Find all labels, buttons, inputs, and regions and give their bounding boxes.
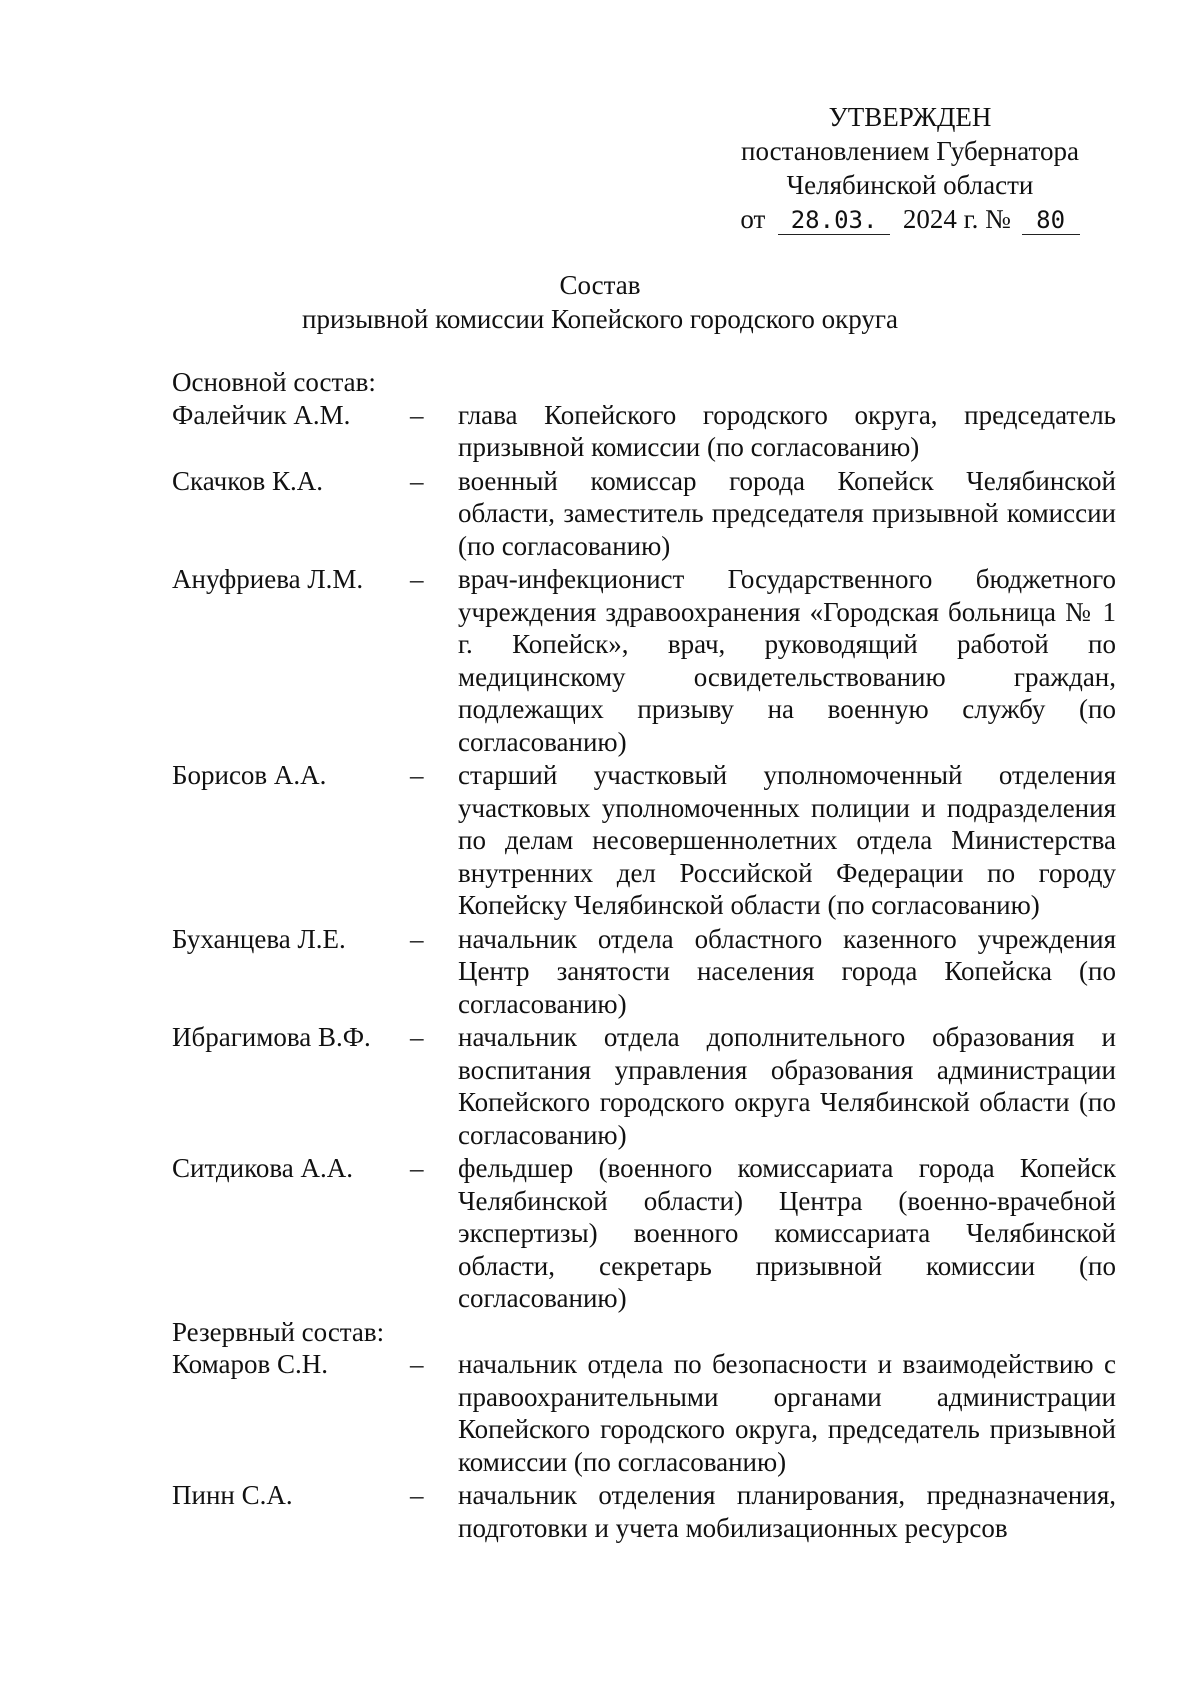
member-dash: – <box>410 564 424 594</box>
member-row <box>172 1152 1116 1315</box>
member-row <box>172 1348 1116 1478</box>
member-description: врач-инфекционист Государственного бюджетного учреждения здравоохранения «Городская больница № 1 г. Копейск», врач, руководящий работой по медицинскому освидетельствованию граждан, подлежащих призыву на военную службу (по согласованию) <box>458 564 1116 757</box>
date-value: 28.03. <box>778 206 890 235</box>
year-text: 2024 г. № <box>902 204 1011 234</box>
title-line-1: Состав <box>559 270 641 300</box>
member-description: начальник отдела областного казенного учреждения Центр занятости населения города Копейска (по согласованию) <box>458 923 1116 1019</box>
member-description: начальник отдела дополнительного образования и воспитания управления образования администрации Копейского городского округа Челябинской области (по согласованию) <box>458 1022 1116 1150</box>
member-row <box>172 465 1116 563</box>
member-dash: – <box>410 1480 424 1510</box>
main-section-label: Основной состав: <box>172 367 376 397</box>
member-dash: – <box>410 760 424 790</box>
member-name: Пинн С.А. <box>172 1480 293 1510</box>
member-description: военный комиссар города Копейск Челябинской области, заместитель председателя призывной комиссии (по согласованию) <box>458 465 1116 561</box>
document-number: 80 <box>1022 206 1080 235</box>
member-description: фельдшер (военного комиссариата города Копейск Челябинской области) Центра (военно-врачебной экспертизы) военного комиссариата Челябинской области, секретарь призывной комиссии (по согласованию) <box>458 1153 1116 1313</box>
reserve-section-label: Резервный состав: <box>172 1316 385 1347</box>
member-row <box>172 923 1116 1021</box>
member-name: Фалейчик А.М. <box>172 399 351 430</box>
member-name: Борисов А.А. <box>172 760 327 790</box>
approval-stamp-block <box>720 100 1100 236</box>
member-row <box>172 1021 1116 1151</box>
approval-line-2: Челябинской области <box>786 170 1034 200</box>
approval-date-line <box>720 202 1100 236</box>
date-prefix: от <box>740 204 766 234</box>
title-line-2: призывной комиссии Копейского городского округа <box>302 304 898 334</box>
member-row <box>172 1479 1116 1544</box>
member-description: глава Копейского городского округа, председатель призывной комиссии (по согласованию) <box>458 399 1116 462</box>
member-dash: – <box>410 465 424 496</box>
member-description: начальник отдела по безопасности и взаимодействию с правоохранительными органами администрации Копейского городского округа, председатель призывной комиссии (по согласованию) <box>458 1349 1116 1477</box>
approval-line-1: постановлением Губернатора <box>741 136 1079 166</box>
member-row <box>172 759 1116 922</box>
member-dash: – <box>410 1153 424 1183</box>
document-title <box>0 268 1200 336</box>
member-dash: – <box>410 1022 424 1052</box>
commission-members <box>172 366 1116 1545</box>
member-name: Ибрагимова В.Ф. <box>172 1022 371 1052</box>
member-description: старший участковый уполномоченный отделения участковых уполномоченных полиции и подразделения по делам несовершеннолетних отдела Министерства внутренних дел Российской Федерации по городу Копейску Челябинской области (по согласованию) <box>458 760 1116 920</box>
member-name: Ситдикова А.А. <box>172 1153 353 1183</box>
member-row <box>172 563 1116 758</box>
member-name: Буханцева Л.Е. <box>172 923 346 954</box>
member-name: Комаров С.Н. <box>172 1349 329 1379</box>
member-dash: – <box>410 1349 424 1379</box>
member-name: Скачков К.А. <box>172 465 323 496</box>
member-description: начальник отделения планирования, предназначения, подготовки и учета мобилизационных ресурсов <box>458 1480 1116 1543</box>
member-name: Ануфриева Л.М. <box>172 564 364 594</box>
member-row <box>172 399 1116 464</box>
member-dash: – <box>410 923 424 954</box>
member-dash: – <box>410 399 424 430</box>
approval-heading: УТВЕРЖДЕН <box>828 102 992 132</box>
